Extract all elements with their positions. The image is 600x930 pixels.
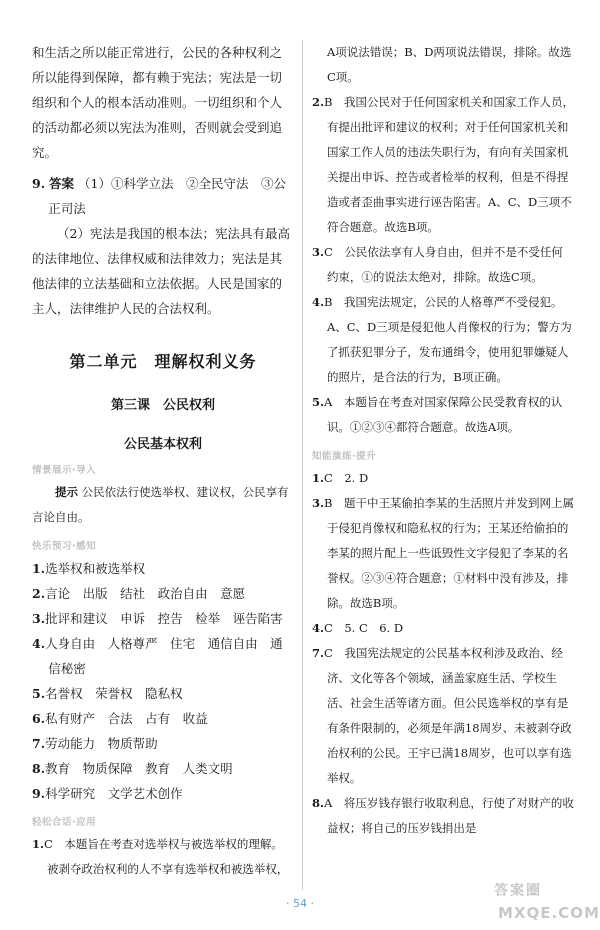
band-application: 轻松合话·应用 [32,817,97,828]
answer-item: 7.C 我国宪法规定的公民基本权利涉及政治、经济、文化等各个领域，涵盖家庭生活、学校生活、社会生活等诸方面。但公民选举权的享有是有条件限制的，必须是年满18周岁、未被剥夺政治权利的公民。王宇已满18周岁，也可以享有选举权。 [312,646,572,785]
right-column [312,40,574,841]
answer-item: 5.A 本题旨在考查对国家保障公民受教育权的认识。①②③④都符合题意。故选A项。 [312,395,563,434]
continued-paragraph: 和生活之所以能正常进行，公民的各种权利之所以能得到保障，都有赖于宪法；宪法是一切组织和个人的根本活动准则。一切组织和个人的活动都必须以宪法为准则，否则就会受到追究。 [32,45,283,160]
answer-item: 8.A 将压岁钱存银行收取利息，行使了对财产的收益权；将自己的压岁钱捐出是 [312,796,574,835]
lesson-title: 第三课 公民权利 [110,398,215,413]
band-practice: 知能演练·提升 [312,451,377,462]
answer-label: 答案 [49,176,75,191]
q9-part1: （1）①科学立法 ②全民守法 ③公正司法 [48,176,287,216]
list-item: 3.批评和建议 申诉 控告 检举 诬告陷害 [32,611,283,626]
q9-answer [32,171,294,221]
section-title: 公民基本权利 [123,437,202,452]
list-item: 7.劳动能力 物质帮助 [32,736,158,751]
hint-paragraph [32,480,294,530]
watermark-url: MXQE.COM [498,904,600,922]
hint-label: 提示 [55,485,78,499]
watermark-text: 答案圈 [494,883,542,899]
list-item: 1.选举权和被选举权 [32,561,146,576]
q9-part2: （2）宪法是我国的根本法；宪法具有最高的法律地位、法律权威和法律效力；宪法是其他法律的立法基础和立法依据。人民是国家的主人，法律维护人民的合法权利。 [32,226,290,316]
answer-item: 4.C 5. C 6. D [312,621,404,635]
hint-text: 公民依法行使选举权、建议权，公民享有言论自由。 [32,485,289,524]
band-scenario-intro: 情景展示·导入 [32,465,97,476]
watermark-logo [468,880,598,928]
q9-number: 9. [32,176,46,191]
list-item: 6.私有财产 合法 占有 收益 [32,711,208,726]
answer-item: 3.C 公民依法享有人身自由，但并不是不受任何约束，①的说法太绝对，排除。故选C项。 [312,245,563,284]
list-item: 4.人身自由 人格尊严 住宅 通信自由 通信秘密 [32,636,283,676]
unit-title: 第二单元 理解权利义务 [69,352,257,371]
answer-item: 1.C 2. D [312,471,369,485]
application-item-1: 1.C 本题旨在考查对选举权与被选举权的理解。被剥夺政治权利的人不享有选举权和被选举权， [32,837,289,876]
column-divider [302,40,303,890]
answer-item: 2.B 我国公民对于任何国家机关和国家工作人员，有提出批评和建议的权利；对于任何国家机关和国家工作人员的违法失职行为，有向有关国家机关提出申诉、控告或者检举的权利，但是不得捏造或者歪曲事实进行诬告陷害。A、C、D三项不符合题意。故选B项。 [312,95,574,234]
answer-item: 3.B 题干中王某偷拍李某的生活照片并发到网上属于侵犯肖像权和隐私权的行为；王某还给偷拍的李某的照片配上一些诋毁性文字侵犯了李某的名誉权。②③④符合题意；①材料中没有涉及，排除。故选B项。 [312,496,574,610]
band-preview: 快乐预习·感知 [32,541,97,552]
answer-item: 4.B 我国宪法规定，公民的人格尊严不受侵犯。A、C、D三项是侵犯他人肖像权的行为；警方为了抓获犯罪分子，发布通缉令，使用犯罪嫌疑人的照片，是合法的行为，B项正确。 [312,295,572,384]
preview-list [32,556,294,806]
continued-answer: A项说法错误；B、D两项说法错误，排除。故选C项。 [326,45,572,84]
list-item: 2.言论 出版 结社 政治自由 意愿 [32,586,246,601]
list-item: 8.教育 物质保障 教育 人类文明 [32,761,233,776]
page-number: · 54 · [286,897,314,910]
list-item: 9.科学研究 文学艺术创作 [32,786,183,801]
list-item: 5.名誉权 荣誉权 隐私权 [32,686,183,701]
left-column [32,40,294,882]
